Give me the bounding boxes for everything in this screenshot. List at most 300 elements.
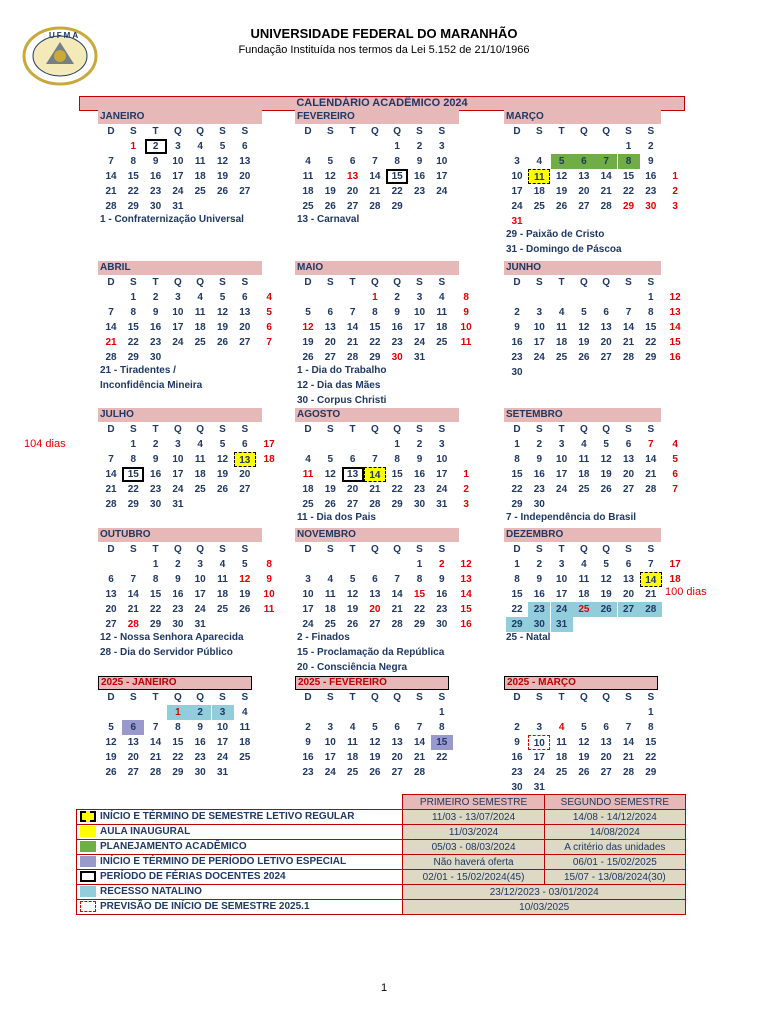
day-cell: 7 xyxy=(416,722,423,733)
day-cell: 29 xyxy=(150,619,162,630)
day-cell: 23 xyxy=(511,352,523,363)
month-header: OUTUBRO xyxy=(98,528,262,542)
day-cell: 25 xyxy=(302,201,314,212)
day-cell: 5 xyxy=(305,307,311,318)
day-cell: 26 xyxy=(595,602,617,617)
weekday-letter: D xyxy=(107,692,115,703)
week-number: 18 xyxy=(669,574,681,585)
week-number: 18 xyxy=(263,454,275,465)
day-cell: 24 xyxy=(216,752,229,763)
weekday-letter: S xyxy=(625,692,632,703)
day-cell: 18 xyxy=(347,752,359,763)
weekday-letter: Q xyxy=(174,126,182,137)
day-cell: 12 xyxy=(105,737,117,748)
day-cell: 4 xyxy=(536,156,543,167)
day-cell: 3 xyxy=(175,439,181,450)
day-cell: 3 xyxy=(327,722,334,733)
day-cell: 18 xyxy=(556,337,568,348)
weekday-letter: Q xyxy=(393,126,402,137)
weekday-letter: D xyxy=(304,424,312,435)
day-cell: 10 xyxy=(172,307,184,318)
week-number: 13 xyxy=(460,574,472,585)
day-cell: 7 xyxy=(108,156,114,167)
weekday-letter: S xyxy=(416,424,423,435)
day-cell: 6 xyxy=(122,720,144,735)
day-cell: 15 xyxy=(511,469,523,480)
legend-label: RECESSO NATALINO xyxy=(100,886,202,898)
day-cell: 27 xyxy=(369,619,381,630)
day-cell: 4 xyxy=(349,722,356,733)
day-cell: 24 xyxy=(194,604,206,615)
day-cell: 2 xyxy=(152,292,159,303)
day-cell: 11 xyxy=(194,156,206,167)
weekday-letter: D xyxy=(107,277,115,288)
swatch-vacation xyxy=(80,871,96,882)
week-number: 11 xyxy=(460,337,472,348)
day-cell: 28 xyxy=(105,499,117,510)
month-header: MARÇO xyxy=(504,110,661,124)
day-cell: 26 xyxy=(578,767,590,778)
weekday-letter: Q xyxy=(371,126,379,137)
day-cell: 14 xyxy=(369,171,381,182)
day-cell: 12 xyxy=(578,737,590,748)
week-number: 15 xyxy=(669,337,681,348)
day-cell: 15 xyxy=(127,322,139,333)
weekday-letter: Q xyxy=(580,277,588,288)
day-cell: 13 xyxy=(391,737,403,748)
day-cell: 17 xyxy=(324,752,336,763)
day-cell: 5 xyxy=(603,439,609,450)
day-cell: 20 xyxy=(105,604,117,615)
weekday-letter: S xyxy=(241,126,249,137)
weekday-letter: T xyxy=(152,544,159,555)
weekday-letter: T xyxy=(349,544,356,555)
day-cell: 16 xyxy=(511,752,523,763)
day-cell: 19 xyxy=(239,589,251,600)
day-cell: 12 xyxy=(578,322,590,333)
page-number: 1 xyxy=(380,982,388,994)
weekday-letter: S xyxy=(219,126,226,137)
day-cell: 1 xyxy=(394,141,400,152)
day-cell: 29 xyxy=(127,352,139,363)
weekday-letter: Q xyxy=(174,692,182,703)
day-cell: 16 xyxy=(150,171,162,182)
legend-value: 14/08 - 14/12/2024 xyxy=(544,810,685,825)
day-cell: 3 xyxy=(212,705,234,720)
weekday-letter: Q xyxy=(371,277,379,288)
day-cell: 5 xyxy=(551,154,573,169)
day-cell: 1 xyxy=(439,707,445,718)
week-number: 7 xyxy=(672,484,678,495)
day-cell: 18 xyxy=(194,469,206,480)
day-cell: 14 xyxy=(127,589,139,600)
holiday-note: 15 - Proclamação da República xyxy=(297,647,445,658)
month-header: 2025 - FEVEREIRO xyxy=(295,676,449,690)
day-cell: 15 xyxy=(622,171,635,182)
weekday-letter: S xyxy=(416,277,423,288)
day-cell: 7 xyxy=(108,454,114,465)
weekday-letter: Q xyxy=(602,126,611,137)
day-cell: 6 xyxy=(327,307,334,318)
day-cell: 20 xyxy=(578,186,590,197)
day-cell: 4 xyxy=(581,439,587,450)
day-cell: 27 xyxy=(324,352,336,363)
week-number: 6 xyxy=(672,469,678,480)
day-cell: 10 xyxy=(172,156,184,167)
day-cell: 1 xyxy=(648,707,654,718)
legend-value: 02/01 - 15/02/2024(45) xyxy=(403,870,544,885)
day-cell: 21 xyxy=(105,337,117,348)
day-cell: 19 xyxy=(324,186,336,197)
day-cell: 9 xyxy=(416,156,423,167)
day-cell: 21 xyxy=(645,589,657,600)
day-cell: 2 xyxy=(416,439,423,450)
day-cell: 11 xyxy=(556,737,567,748)
day-cell: 14 xyxy=(364,467,386,482)
weekday-letter: Q xyxy=(196,692,205,703)
day-cell: 13 xyxy=(622,454,635,465)
week-number: 1 xyxy=(672,171,678,182)
legend-row xyxy=(77,855,686,870)
day-cell: 1 xyxy=(625,141,632,152)
day-cell: 19 xyxy=(347,604,359,615)
weekday-letter: S xyxy=(438,277,446,288)
day-cell: 23 xyxy=(194,752,206,763)
weekday-letter: S xyxy=(647,424,655,435)
weekday-letter: Q xyxy=(602,424,611,435)
weekday-letter: D xyxy=(107,424,115,435)
weekday-letter: Q xyxy=(602,692,611,703)
month-header: DEZEMBRO xyxy=(504,528,661,542)
day-cell: 23 xyxy=(528,602,550,617)
day-cell: 25 xyxy=(347,767,359,778)
day-cell: 13 xyxy=(622,574,635,585)
day-cell: 24 xyxy=(172,337,184,348)
day-cell: 6 xyxy=(242,141,248,152)
day-cell: 10 xyxy=(172,454,184,465)
day-cell: 13 xyxy=(600,322,612,333)
day-cell: 15 xyxy=(511,589,523,600)
day-cell: 9 xyxy=(305,737,311,748)
day-cell: 17 xyxy=(533,337,545,348)
holiday-note: Inconfidência Mineira xyxy=(100,380,203,391)
legend-value: 06/01 - 15/02/2025 xyxy=(544,855,685,870)
day-cell: 11 xyxy=(578,574,590,585)
day-cell: 20 xyxy=(127,752,139,763)
weekday-letter: Q xyxy=(174,544,182,555)
day-cell: 23 xyxy=(413,484,426,495)
day-cell: 22 xyxy=(150,604,162,615)
day-cell: 19 xyxy=(369,752,381,763)
day-cell: 19 xyxy=(556,186,568,197)
weekday-letter: S xyxy=(326,277,334,288)
day-cell: 13 xyxy=(342,467,364,482)
day-cell: 10 xyxy=(436,156,448,167)
legend-label: INÍCIO E TÉRMINO DE SEMESTRE LETIVO REGULAR xyxy=(100,811,355,823)
day-cell: 11 xyxy=(556,322,567,333)
day-cell: 14 xyxy=(645,454,657,465)
day-cell: 26 xyxy=(216,337,229,348)
swatch-recess xyxy=(80,886,96,897)
day-cell: 12 xyxy=(216,156,229,167)
day-cell: 28 xyxy=(622,352,635,363)
day-cell: 25 xyxy=(573,602,595,617)
day-cell: 3 xyxy=(175,292,181,303)
weekday-letter: S xyxy=(416,126,423,137)
month-header: JULHO xyxy=(98,408,262,422)
week-number: 17 xyxy=(669,559,681,570)
day-cell: 13 xyxy=(127,737,139,748)
day-cell: 10 xyxy=(413,307,426,318)
day-cell: 5 xyxy=(349,574,356,585)
day-cell: 30 xyxy=(413,499,426,510)
weekday-letter: S xyxy=(625,126,632,137)
day-cell: 6 xyxy=(625,439,632,450)
day-cell: 29 xyxy=(391,499,403,510)
weekday-letter: T xyxy=(558,692,565,703)
day-cell: 12 xyxy=(556,171,568,182)
legend-label: PLANEJAMENTO ACADÊMICO xyxy=(100,841,247,853)
day-cell: 7 xyxy=(648,439,654,450)
day-cell: 28 xyxy=(622,767,635,778)
week-number: 11 xyxy=(263,604,275,615)
legend-row xyxy=(77,825,686,840)
week-number: 13 xyxy=(669,307,681,318)
day-cell: 14 xyxy=(622,737,635,748)
day-cell: 17 xyxy=(436,171,448,182)
day-cell: 14 xyxy=(640,572,662,587)
side-note-left: 104 dias xyxy=(24,438,66,450)
day-cell: 25 xyxy=(533,201,545,212)
day-cell: 6 xyxy=(108,574,114,585)
day-cell: 21 xyxy=(622,337,635,348)
day-cell: 10 xyxy=(533,322,545,333)
day-cell: 29 xyxy=(127,499,139,510)
day-cell: 4 xyxy=(439,292,445,303)
legend-value: 14/08/2024 xyxy=(544,825,685,840)
day-cell: 9 xyxy=(152,156,159,167)
day-cell: 28 xyxy=(369,499,381,510)
day-cell: 18 xyxy=(578,469,590,480)
day-cell: 6 xyxy=(242,292,248,303)
day-cell: 22 xyxy=(511,604,523,615)
day-cell: 21 xyxy=(150,752,162,763)
month-header: SETEMBRO xyxy=(504,408,661,422)
day-cell: 18 xyxy=(533,186,545,197)
day-cell: 6 xyxy=(349,156,356,167)
day-cell: 26 xyxy=(324,201,336,212)
legend-label: PREVISÃO DE INÍCIO DE SEMESTRE 2025.1 xyxy=(100,901,310,913)
day-cell: 28 xyxy=(369,201,381,212)
legend-row xyxy=(77,885,686,900)
day-cell: 26 xyxy=(216,186,229,197)
month-header: AGOSTO xyxy=(295,408,459,422)
legend-label: AULA INAUGURAL xyxy=(100,826,191,838)
holiday-note: 31 - Domingo de Páscoa xyxy=(506,244,622,255)
day-cell: 10 xyxy=(556,454,568,465)
day-cell: 13 xyxy=(239,156,251,167)
day-cell: 14 xyxy=(105,322,117,333)
day-cell: 21 xyxy=(600,186,612,197)
week-number: 9 xyxy=(266,574,272,585)
university-subtitle: Fundação Instituída nos termos da Lei 5.152 de 21/10/1966 xyxy=(238,44,530,56)
calendar-title: CALENDÁRIO ACADÊMICO 2024 xyxy=(79,96,685,111)
day-cell: 5 xyxy=(581,307,587,318)
day-cell: 26 xyxy=(369,767,381,778)
month-header: MAIO xyxy=(295,261,459,275)
weekday-letter: T xyxy=(558,277,565,288)
holiday-note: 20 - Consciência Negra xyxy=(297,662,408,673)
day-cell: 17 xyxy=(216,737,229,748)
weekday-letter: Q xyxy=(393,692,402,703)
day-cell: 12 xyxy=(239,574,251,585)
day-cell: 29 xyxy=(622,201,635,212)
weekday-letter: S xyxy=(326,126,334,137)
day-cell: 30 xyxy=(511,782,523,793)
weekday-letter: T xyxy=(349,692,356,703)
day-cell: 23 xyxy=(645,186,657,197)
day-cell: 5 xyxy=(242,559,248,570)
weekday-letter: S xyxy=(241,277,249,288)
day-cell: 22 xyxy=(127,484,139,495)
day-cell: 9 xyxy=(152,454,159,465)
day-cell: 3 xyxy=(439,439,445,450)
day-cell: 17 xyxy=(413,322,426,333)
weekday-letter: S xyxy=(438,692,446,703)
day-cell: 25 xyxy=(302,499,314,510)
day-cell: 26 xyxy=(347,619,359,630)
day-cell: 28 xyxy=(150,767,162,778)
day-cell: 10 xyxy=(302,589,314,600)
day-cell: 17 xyxy=(556,469,568,480)
day-cell: 25 xyxy=(194,186,206,197)
day-cell: 24 xyxy=(511,201,523,212)
day-cell: 14 xyxy=(105,469,117,480)
weekday-letter: S xyxy=(535,277,543,288)
day-cell: 5 xyxy=(581,722,587,733)
weekday-letter: S xyxy=(625,424,632,435)
day-cell: 22 xyxy=(511,484,523,495)
day-cell: 7 xyxy=(108,307,114,318)
day-cell: 31 xyxy=(172,201,184,212)
legend-value: Não haverá oferta xyxy=(403,855,544,870)
day-cell: 8 xyxy=(175,722,181,733)
legend-row xyxy=(77,840,686,855)
day-cell: 8 xyxy=(514,574,520,585)
day-cell: 16 xyxy=(150,469,162,480)
day-cell: 11 xyxy=(528,169,550,184)
day-cell: 8 xyxy=(439,722,445,733)
day-cell: 20 xyxy=(324,337,336,348)
day-cell: 3 xyxy=(536,307,543,318)
day-cell: 20 xyxy=(369,604,381,615)
legend-row xyxy=(77,900,686,915)
day-cell: 29 xyxy=(413,619,426,630)
day-cell: 31 xyxy=(533,782,545,793)
day-cell: 18 xyxy=(194,322,206,333)
day-cell: 25 xyxy=(239,752,251,763)
day-cell: 15 xyxy=(150,589,162,600)
day-cell: 19 xyxy=(600,469,612,480)
weekday-letter: T xyxy=(152,126,159,137)
day-cell: 28 xyxy=(105,201,117,212)
day-cell: 7 xyxy=(372,454,378,465)
day-cell: 9 xyxy=(152,307,159,318)
day-cell: 13 xyxy=(239,307,251,318)
weekday-letter: S xyxy=(326,424,334,435)
weekday-letter: S xyxy=(129,277,137,288)
day-cell: 14 xyxy=(347,322,359,333)
day-cell: 13 xyxy=(369,589,381,600)
day-cell: 15 xyxy=(122,467,144,482)
day-cell: 9 xyxy=(416,454,423,465)
holiday-note: 11 - Dia dos Pais xyxy=(297,512,376,523)
weekday-letter: S xyxy=(438,126,446,137)
day-cell: 22 xyxy=(172,752,184,763)
day-cell: 20 xyxy=(347,484,359,495)
weekday-letter: D xyxy=(513,424,521,435)
day-cell: 30 xyxy=(436,619,448,630)
day-cell: 3 xyxy=(439,141,445,152)
legend-value: 05/03 - 08/03/2024 xyxy=(403,840,544,855)
day-cell: 7 xyxy=(595,154,617,169)
day-cell: 27 xyxy=(391,767,403,778)
weekday-letter: Q xyxy=(580,424,588,435)
day-cell: 26 xyxy=(578,352,590,363)
day-cell: 10 xyxy=(436,454,448,465)
day-cell: 22 xyxy=(436,752,448,763)
day-cell: 17 xyxy=(556,589,568,600)
weekday-letter: Q xyxy=(393,277,402,288)
day-cell: 8 xyxy=(130,454,137,465)
day-cell: 2 xyxy=(514,722,520,733)
day-cell: 22 xyxy=(391,484,403,495)
day-cell: 8 xyxy=(394,454,400,465)
weekday-letter: Q xyxy=(196,544,205,555)
day-cell: 27 xyxy=(347,499,359,510)
day-cell: 9 xyxy=(536,574,543,585)
day-cell: 9 xyxy=(197,722,203,733)
day-cell: 6 xyxy=(625,559,632,570)
day-cell: 22 xyxy=(622,186,635,197)
day-cell: 16 xyxy=(645,171,657,182)
week-number: 16 xyxy=(669,352,681,363)
day-cell: 15 xyxy=(431,735,453,750)
week-number: 7 xyxy=(266,337,272,348)
day-cell: 18 xyxy=(216,589,229,600)
day-cell: 21 xyxy=(645,469,657,480)
day-cell: 17 xyxy=(172,322,184,333)
day-cell: 17 xyxy=(533,752,545,763)
weekday-letter: S xyxy=(326,544,334,555)
day-cell: 13 xyxy=(347,171,359,182)
day-cell: 5 xyxy=(108,722,114,733)
day-cell: 21 xyxy=(105,484,117,495)
day-cell: 8 xyxy=(394,156,400,167)
day-cell: 29 xyxy=(645,352,657,363)
week-number: 10 xyxy=(460,322,472,333)
day-cell: 6 xyxy=(349,454,356,465)
day-cell: 8 xyxy=(514,454,520,465)
day-cell: 18 xyxy=(578,589,590,600)
day-cell: 28 xyxy=(640,602,662,617)
weekday-letter: S xyxy=(535,424,543,435)
day-cell: 24 xyxy=(436,484,448,495)
holiday-note: 7 - Independência do Brasil xyxy=(506,512,637,523)
day-cell: 12 xyxy=(347,589,359,600)
week-number: 10 xyxy=(263,589,275,600)
day-cell: 12 xyxy=(216,307,229,318)
